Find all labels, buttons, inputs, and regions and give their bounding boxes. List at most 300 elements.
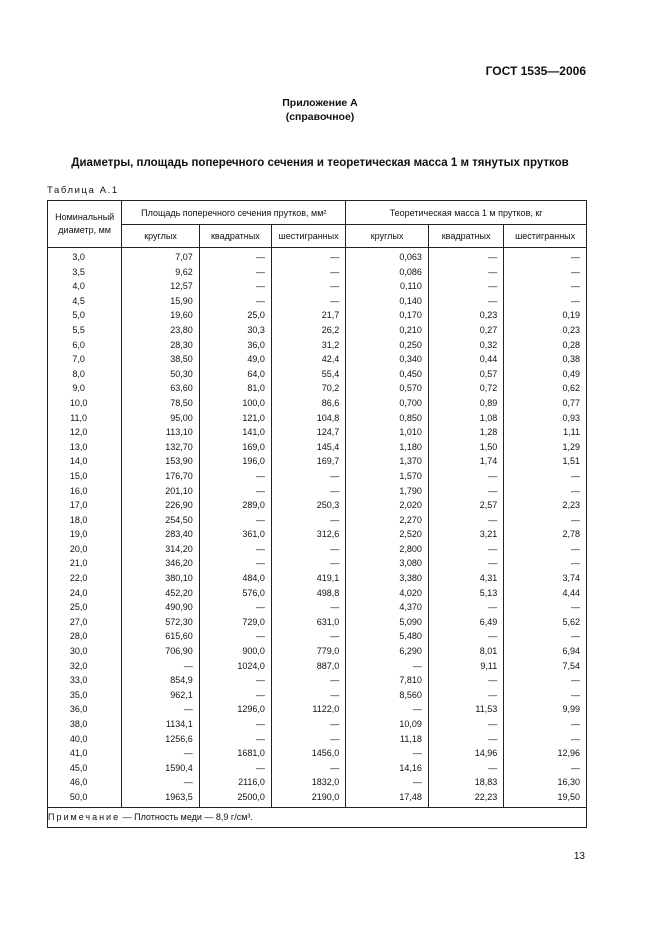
cell-area-round: 95,00 — [122, 411, 199, 426]
cell-area-square: — — [199, 265, 271, 280]
table-row — [48, 323, 587, 338]
cell-area-hex: — — [271, 556, 345, 571]
cell-mass-round: 0,700 — [346, 396, 429, 411]
cell-diameter: 15,0 — [48, 469, 122, 484]
table-row — [48, 469, 587, 484]
cell-mass-hex: — — [504, 732, 587, 747]
cell-area-hex: — — [271, 513, 345, 528]
cell-area-round: 572,30 — [122, 615, 199, 630]
cell-mass-round: 8,560 — [346, 688, 429, 703]
table-row — [48, 279, 587, 294]
cell-mass-hex: — — [504, 556, 587, 571]
cell-area-hex: 779,0 — [271, 644, 345, 659]
cell-mass-square: — — [428, 688, 503, 703]
cell-area-round: 153,90 — [122, 454, 199, 469]
cell-mass-hex: — — [504, 469, 587, 484]
table-row — [48, 673, 587, 688]
table-row — [48, 790, 587, 807]
cell-mass-square: 0,27 — [428, 323, 503, 338]
cell-area-round: 962,1 — [122, 688, 199, 703]
cell-area-hex: — — [271, 761, 345, 776]
cell-diameter: 21,0 — [48, 556, 122, 571]
cell-mass-square: — — [428, 732, 503, 747]
cell-area-round: 1590,4 — [122, 761, 199, 776]
document-id: ГОСТ 1535—2006 — [485, 64, 586, 78]
cell-area-hex: 42,4 — [271, 352, 345, 367]
cell-mass-square: 1,28 — [428, 425, 503, 440]
cell-mass-hex: — — [504, 542, 587, 557]
cell-mass-round: 0,850 — [346, 411, 429, 426]
cell-mass-square: 0,44 — [428, 352, 503, 367]
cell-mass-square: 4,31 — [428, 571, 503, 586]
cell-area-hex: — — [271, 717, 345, 732]
cell-area-hex: 1122,0 — [271, 702, 345, 717]
appendix-title: Приложение А — [282, 97, 358, 109]
cell-diameter: 40,0 — [48, 732, 122, 747]
cell-area-square: 121,0 — [199, 411, 271, 426]
cell-diameter: 33,0 — [48, 673, 122, 688]
cell-area-round: 50,30 — [122, 367, 199, 382]
cell-area-hex: — — [271, 673, 345, 688]
table-row — [48, 571, 587, 586]
cell-diameter: 46,0 — [48, 775, 122, 790]
cell-area-round: 28,30 — [122, 338, 199, 353]
cell-diameter: 12,0 — [48, 425, 122, 440]
cell-area-round: 226,90 — [122, 498, 199, 513]
cell-area-square: 484,0 — [199, 571, 271, 586]
header-mass-square: квадратных — [428, 225, 503, 248]
cell-mass-square: — — [428, 717, 503, 732]
cell-area-square: 576,0 — [199, 586, 271, 601]
cell-mass-round: 0,140 — [346, 294, 429, 309]
cell-area-square: — — [199, 513, 271, 528]
cell-mass-hex: 12,96 — [504, 746, 587, 761]
cell-area-round: 23,80 — [122, 323, 199, 338]
cell-diameter: 19,0 — [48, 527, 122, 542]
cell-area-square: — — [199, 688, 271, 703]
cell-area-square: 1681,0 — [199, 746, 271, 761]
cell-area-round: 615,60 — [122, 629, 199, 644]
cell-mass-hex: — — [504, 688, 587, 703]
cell-mass-hex: 4,44 — [504, 586, 587, 601]
cell-mass-round: 3,080 — [346, 556, 429, 571]
cell-mass-square: — — [428, 469, 503, 484]
cell-mass-hex: — — [504, 248, 587, 265]
cell-area-round: — — [122, 659, 199, 674]
cell-mass-round: 0,063 — [346, 248, 429, 265]
page-number: 13 — [573, 851, 585, 862]
cell-area-square: 2500,0 — [199, 790, 271, 807]
cell-mass-hex: — — [504, 761, 587, 776]
cell-mass-round: 0,340 — [346, 352, 429, 367]
cell-area-round: 132,70 — [122, 440, 199, 455]
cell-mass-round: 17,48 — [346, 790, 429, 807]
cell-mass-hex: 3,74 — [504, 571, 587, 586]
table-row — [48, 338, 587, 353]
cell-area-hex: — — [271, 688, 345, 703]
cell-area-hex: 631,0 — [271, 615, 345, 630]
cell-diameter: 18,0 — [48, 513, 122, 528]
table-row — [48, 425, 587, 440]
cell-area-round: 38,50 — [122, 352, 199, 367]
cell-mass-square: 9,11 — [428, 659, 503, 674]
header-mass-hex: шестигранных — [504, 225, 587, 248]
cell-mass-hex: 0,28 — [504, 338, 587, 353]
cell-mass-square: 11,53 — [428, 702, 503, 717]
cell-mass-round: 2,520 — [346, 527, 429, 542]
cell-diameter: 7,0 — [48, 352, 122, 367]
table-row — [48, 440, 587, 455]
cell-area-round: 346,20 — [122, 556, 199, 571]
cell-mass-round: 0,570 — [346, 381, 429, 396]
cell-mass-square: — — [428, 484, 503, 499]
cell-mass-hex: 0,49 — [504, 367, 587, 382]
cell-mass-hex: — — [504, 717, 587, 732]
cell-mass-hex: 0,93 — [504, 411, 587, 426]
cell-mass-hex: 16,30 — [504, 775, 587, 790]
cell-area-hex: 26,2 — [271, 323, 345, 338]
header-area-group: Площадь поперечного сечения прутков, мм² — [122, 201, 346, 225]
cell-area-hex: 419,1 — [271, 571, 345, 586]
table-row — [48, 527, 587, 542]
cell-mass-square: 14,96 — [428, 746, 503, 761]
cell-mass-hex: 0,38 — [504, 352, 587, 367]
cell-mass-hex: — — [504, 294, 587, 309]
table-row — [48, 542, 587, 557]
cell-mass-hex: 0,19 — [504, 308, 587, 323]
cell-mass-square: 0,32 — [428, 338, 503, 353]
cell-diameter: 10,0 — [48, 396, 122, 411]
cell-area-round: 201,10 — [122, 484, 199, 499]
cell-diameter: 27,0 — [48, 615, 122, 630]
cell-mass-round: 11,18 — [346, 732, 429, 747]
table-row — [48, 294, 587, 309]
cell-diameter: 24,0 — [48, 586, 122, 601]
cell-area-hex: — — [271, 629, 345, 644]
appendix-heading — [0, 96, 640, 124]
cell-mass-square: — — [428, 629, 503, 644]
header-diameter: Номинальный диаметр, мм — [48, 201, 122, 248]
table-row — [48, 484, 587, 499]
table-label: Таблица А.1 — [47, 185, 119, 196]
table-row — [48, 659, 587, 674]
cell-area-hex: — — [271, 248, 345, 265]
cell-mass-round: 1,010 — [346, 425, 429, 440]
table-row — [48, 746, 587, 761]
cell-area-hex: 1832,0 — [271, 775, 345, 790]
cell-area-hex: — — [271, 294, 345, 309]
cell-area-square: 141,0 — [199, 425, 271, 440]
cell-diameter: 20,0 — [48, 542, 122, 557]
cell-area-square: 49,0 — [199, 352, 271, 367]
cell-area-hex: — — [271, 484, 345, 499]
cell-mass-round: 3,380 — [346, 571, 429, 586]
cell-area-hex: 31,2 — [271, 338, 345, 353]
cell-area-hex: — — [271, 469, 345, 484]
cell-area-round: 490,90 — [122, 600, 199, 615]
cell-mass-hex: 2,23 — [504, 498, 587, 513]
cell-mass-hex: 19,50 — [504, 790, 587, 807]
cell-diameter: 3,0 — [48, 248, 122, 265]
cell-diameter: 5,5 — [48, 323, 122, 338]
cell-area-round: 19,60 — [122, 308, 199, 323]
cell-mass-round: 2,800 — [346, 542, 429, 557]
cell-area-hex: 887,0 — [271, 659, 345, 674]
cell-mass-hex: 1,11 — [504, 425, 587, 440]
cell-area-square: — — [199, 556, 271, 571]
cell-mass-round: 4,020 — [346, 586, 429, 601]
cell-mass-round: 0,170 — [346, 308, 429, 323]
cell-mass-square: 1,08 — [428, 411, 503, 426]
cell-area-square: — — [199, 248, 271, 265]
cell-area-hex: 1456,0 — [271, 746, 345, 761]
cell-mass-hex: — — [504, 600, 587, 615]
header-area-square: квадратных — [199, 225, 271, 248]
cell-mass-hex: 7,54 — [504, 659, 587, 674]
cell-mass-round: 6,290 — [346, 644, 429, 659]
table-row — [48, 352, 587, 367]
cell-area-round: 113,10 — [122, 425, 199, 440]
cell-area-square: 196,0 — [199, 454, 271, 469]
cell-area-hex: 86,6 — [271, 396, 345, 411]
cell-mass-round: 4,370 — [346, 600, 429, 615]
cell-area-round: 15,90 — [122, 294, 199, 309]
table-row — [48, 308, 587, 323]
cell-area-hex: — — [271, 732, 345, 747]
cell-area-square: — — [199, 294, 271, 309]
cell-mass-round: 0,086 — [346, 265, 429, 280]
cell-mass-hex: — — [504, 484, 587, 499]
cell-mass-square: 6,49 — [428, 615, 503, 630]
cell-mass-round: 10,09 — [346, 717, 429, 732]
table-row — [48, 396, 587, 411]
cell-mass-square: 2,57 — [428, 498, 503, 513]
cell-area-square: 36,0 — [199, 338, 271, 353]
table-row — [48, 556, 587, 571]
cell-area-hex: 145,4 — [271, 440, 345, 455]
cell-mass-square: — — [428, 279, 503, 294]
cell-mass-square: 0,72 — [428, 381, 503, 396]
cell-area-hex: — — [271, 600, 345, 615]
cell-mass-round: 1,370 — [346, 454, 429, 469]
cell-diameter: 41,0 — [48, 746, 122, 761]
cell-area-square: — — [199, 673, 271, 688]
cell-mass-round: 7,810 — [346, 673, 429, 688]
cell-area-square: 81,0 — [199, 381, 271, 396]
cell-mass-square: — — [428, 294, 503, 309]
cell-mass-square: 3,21 — [428, 527, 503, 542]
header-area-round: круглых — [122, 225, 199, 248]
header-mass-group: Теоретическая масса 1 м прутков, кг — [346, 201, 587, 225]
cell-mass-round: 1,180 — [346, 440, 429, 455]
cell-area-square: — — [199, 542, 271, 557]
cell-mass-round: — — [346, 702, 429, 717]
cell-area-square: 100,0 — [199, 396, 271, 411]
cell-area-round: — — [122, 775, 199, 790]
header-area-hex: шестигранных — [271, 225, 345, 248]
cell-area-hex: — — [271, 542, 345, 557]
section-title: Диаметры, площадь поперечного сечения и теоретическая масса 1 м тянутых прутков — [71, 157, 569, 169]
cell-diameter: 17,0 — [48, 498, 122, 513]
cell-diameter: 45,0 — [48, 761, 122, 776]
cell-mass-square: — — [428, 248, 503, 265]
cell-diameter: 11,0 — [48, 411, 122, 426]
cell-diameter: 32,0 — [48, 659, 122, 674]
cell-area-round: — — [122, 702, 199, 717]
cell-mass-round: 14,16 — [346, 761, 429, 776]
cell-mass-square: — — [428, 600, 503, 615]
cell-diameter: 38,0 — [48, 717, 122, 732]
cell-mass-square: — — [428, 556, 503, 571]
table-row — [48, 586, 587, 601]
table-row — [48, 702, 587, 717]
cell-mass-hex: 0,62 — [504, 381, 587, 396]
cell-diameter: 8,0 — [48, 367, 122, 382]
note-text: — Плотность меди — 8,9 г/см³. — [122, 812, 253, 823]
cell-area-hex: 124,7 — [271, 425, 345, 440]
appendix-subtitle: (справочное) — [285, 111, 355, 123]
cell-area-round: 63,60 — [122, 381, 199, 396]
cell-mass-square: 22,23 — [428, 790, 503, 807]
cell-diameter: 22,0 — [48, 571, 122, 586]
cell-area-hex: 2190,0 — [271, 790, 345, 807]
cell-mass-round: 0,450 — [346, 367, 429, 382]
cell-mass-square: 1,74 — [428, 454, 503, 469]
cell-diameter: 36,0 — [48, 702, 122, 717]
table-row — [48, 248, 587, 265]
cell-mass-square: 0,89 — [428, 396, 503, 411]
cell-area-square: 2116,0 — [199, 775, 271, 790]
cell-area-round: 452,20 — [122, 586, 199, 601]
cell-diameter: 5,0 — [48, 308, 122, 323]
cell-area-round: 78,50 — [122, 396, 199, 411]
cell-mass-hex: 5,62 — [504, 615, 587, 630]
cell-mass-round: 0,110 — [346, 279, 429, 294]
cell-mass-round: — — [346, 659, 429, 674]
cell-area-square: 169,0 — [199, 440, 271, 455]
cell-mass-hex: 0,77 — [504, 396, 587, 411]
cell-area-square: — — [199, 600, 271, 615]
cell-area-square: 900,0 — [199, 644, 271, 659]
cell-area-round: 314,20 — [122, 542, 199, 557]
cell-diameter: 16,0 — [48, 484, 122, 499]
cell-mass-round: 1,790 — [346, 484, 429, 499]
cell-mass-hex: 6,94 — [504, 644, 587, 659]
cell-mass-round: 5,480 — [346, 629, 429, 644]
cell-diameter: 3,5 — [48, 265, 122, 280]
cell-area-round: 7,07 — [122, 248, 199, 265]
cell-area-square: 729,0 — [199, 615, 271, 630]
cell-area-hex: 104,8 — [271, 411, 345, 426]
cell-area-round: 1963,5 — [122, 790, 199, 807]
cell-mass-round: 5,090 — [346, 615, 429, 630]
table-row — [48, 381, 587, 396]
cell-mass-square: 1,50 — [428, 440, 503, 455]
cell-area-square: — — [199, 717, 271, 732]
cell-area-round: 283,40 — [122, 527, 199, 542]
table-row — [48, 688, 587, 703]
table-row — [48, 454, 587, 469]
cell-area-round: 1256,6 — [122, 732, 199, 747]
cell-area-round: 254,50 — [122, 513, 199, 528]
cell-diameter: 9,0 — [48, 381, 122, 396]
table-row — [48, 513, 587, 528]
cell-mass-round: 0,210 — [346, 323, 429, 338]
cell-mass-square: 0,57 — [428, 367, 503, 382]
table-row — [48, 411, 587, 426]
cell-mass-round: 1,570 — [346, 469, 429, 484]
cell-area-square: 289,0 — [199, 498, 271, 513]
cell-mass-square: 0,23 — [428, 308, 503, 323]
cell-area-square: — — [199, 279, 271, 294]
cell-area-round: 12,57 — [122, 279, 199, 294]
cell-area-hex: 21,7 — [271, 308, 345, 323]
table-row — [48, 498, 587, 513]
cell-mass-hex: 0,23 — [504, 323, 587, 338]
table-row — [48, 600, 587, 615]
cell-mass-square: 8,01 — [428, 644, 503, 659]
table-row — [48, 629, 587, 644]
cell-mass-square: — — [428, 265, 503, 280]
cell-diameter: 4,0 — [48, 279, 122, 294]
cell-area-hex: 55,4 — [271, 367, 345, 382]
cell-mass-hex: — — [504, 629, 587, 644]
cell-area-square: — — [199, 469, 271, 484]
table-row — [48, 644, 587, 659]
header-mass-round: круглых — [346, 225, 429, 248]
cell-mass-hex: 2,78 — [504, 527, 587, 542]
cell-area-hex: 70,2 — [271, 381, 345, 396]
note-lead: Примечание — [48, 812, 121, 823]
cell-mass-hex: 1,29 — [504, 440, 587, 455]
cell-area-round: 1134,1 — [122, 717, 199, 732]
cell-mass-hex: — — [504, 673, 587, 688]
cell-diameter: 25,0 — [48, 600, 122, 615]
cell-area-square: 1296,0 — [199, 702, 271, 717]
table-body — [48, 248, 587, 808]
cell-mass-hex: 9,99 — [504, 702, 587, 717]
cell-area-square: — — [199, 761, 271, 776]
cell-diameter: 14,0 — [48, 454, 122, 469]
cell-mass-hex: — — [504, 279, 587, 294]
cell-area-round: — — [122, 746, 199, 761]
cell-mass-round: — — [346, 746, 429, 761]
cell-area-square: 64,0 — [199, 367, 271, 382]
cell-area-square: 361,0 — [199, 527, 271, 542]
cell-area-hex: 250,3 — [271, 498, 345, 513]
cell-mass-square: — — [428, 761, 503, 776]
cell-mass-round: 0,250 — [346, 338, 429, 353]
cell-mass-hex: — — [504, 265, 587, 280]
cell-mass-hex: 1,51 — [504, 454, 587, 469]
cell-area-square: 30,3 — [199, 323, 271, 338]
cell-area-square: — — [199, 629, 271, 644]
cell-area-square: — — [199, 484, 271, 499]
cell-mass-square: — — [428, 513, 503, 528]
cell-area-round: 176,70 — [122, 469, 199, 484]
cell-area-round: 9,62 — [122, 265, 199, 280]
cell-area-square: 25,0 — [199, 308, 271, 323]
table-row — [48, 717, 587, 732]
cell-diameter: 28,0 — [48, 629, 122, 644]
cell-mass-square: 18,83 — [428, 775, 503, 790]
table-row — [48, 615, 587, 630]
cell-diameter: 50,0 — [48, 790, 122, 807]
cell-area-hex: — — [271, 265, 345, 280]
cell-mass-round: 2,020 — [346, 498, 429, 513]
table-note — [48, 807, 587, 827]
cell-area-hex: 312,6 — [271, 527, 345, 542]
